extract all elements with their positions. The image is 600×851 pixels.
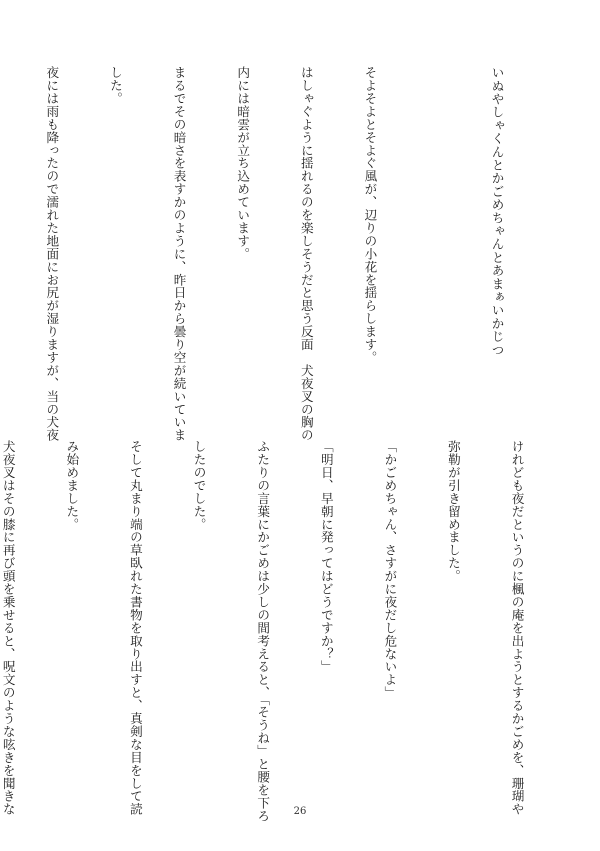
text-line: 弥勒が引き留めました。 [445,440,461,583]
page-number: 26 [293,806,307,817]
text-line: はしゃぐように揺れるのを楽しそうだと思う反面 犬夜叉の胸の [298,66,314,442]
upper-text-block [44,66,550,442]
text-line: けれども夜だというのに楓の庵を出ようとするかごめを、珊瑚や [509,440,525,816]
text-line: そよそよとそよぐ風が、辺りの小花を揺らします。 [362,66,378,364]
text-line: み始めました。 [64,440,80,531]
text-line: 内には暗雲が立ち込めています。 [235,66,251,261]
text-line: したのでした。 [191,440,207,531]
text-line: そして丸まり端の草臥れた書物を取り出すと、真剣な目をして読 [127,440,143,816]
text-line: 夜には雨も降ったので濡れた地面にお尻が湿りますが、当の犬夜 [44,66,60,442]
text-line: 犬夜叉はその膝に再び頭を乗せると、呪文のような呟きを聞きな [0,440,16,816]
text-line: ふたりの言葉にかごめは少しの間考えると、「そうね」と腰を下ろ [255,440,271,823]
text-line: まるでその暗さを表すかのように、昨日から曇り空が続いていま [171,66,187,442]
text-line: 「明日、早朝に発ってはどうですか？」 [318,440,334,674]
text-line: した。 [107,66,123,105]
title-spacer [423,66,444,406]
chapter-title: いぬやしゃくんとかごめちゃんとあまぁいかじつ [489,66,505,357]
text-line: 「かごめちゃん、さすがに夜だし危ないよ」 [382,440,398,699]
